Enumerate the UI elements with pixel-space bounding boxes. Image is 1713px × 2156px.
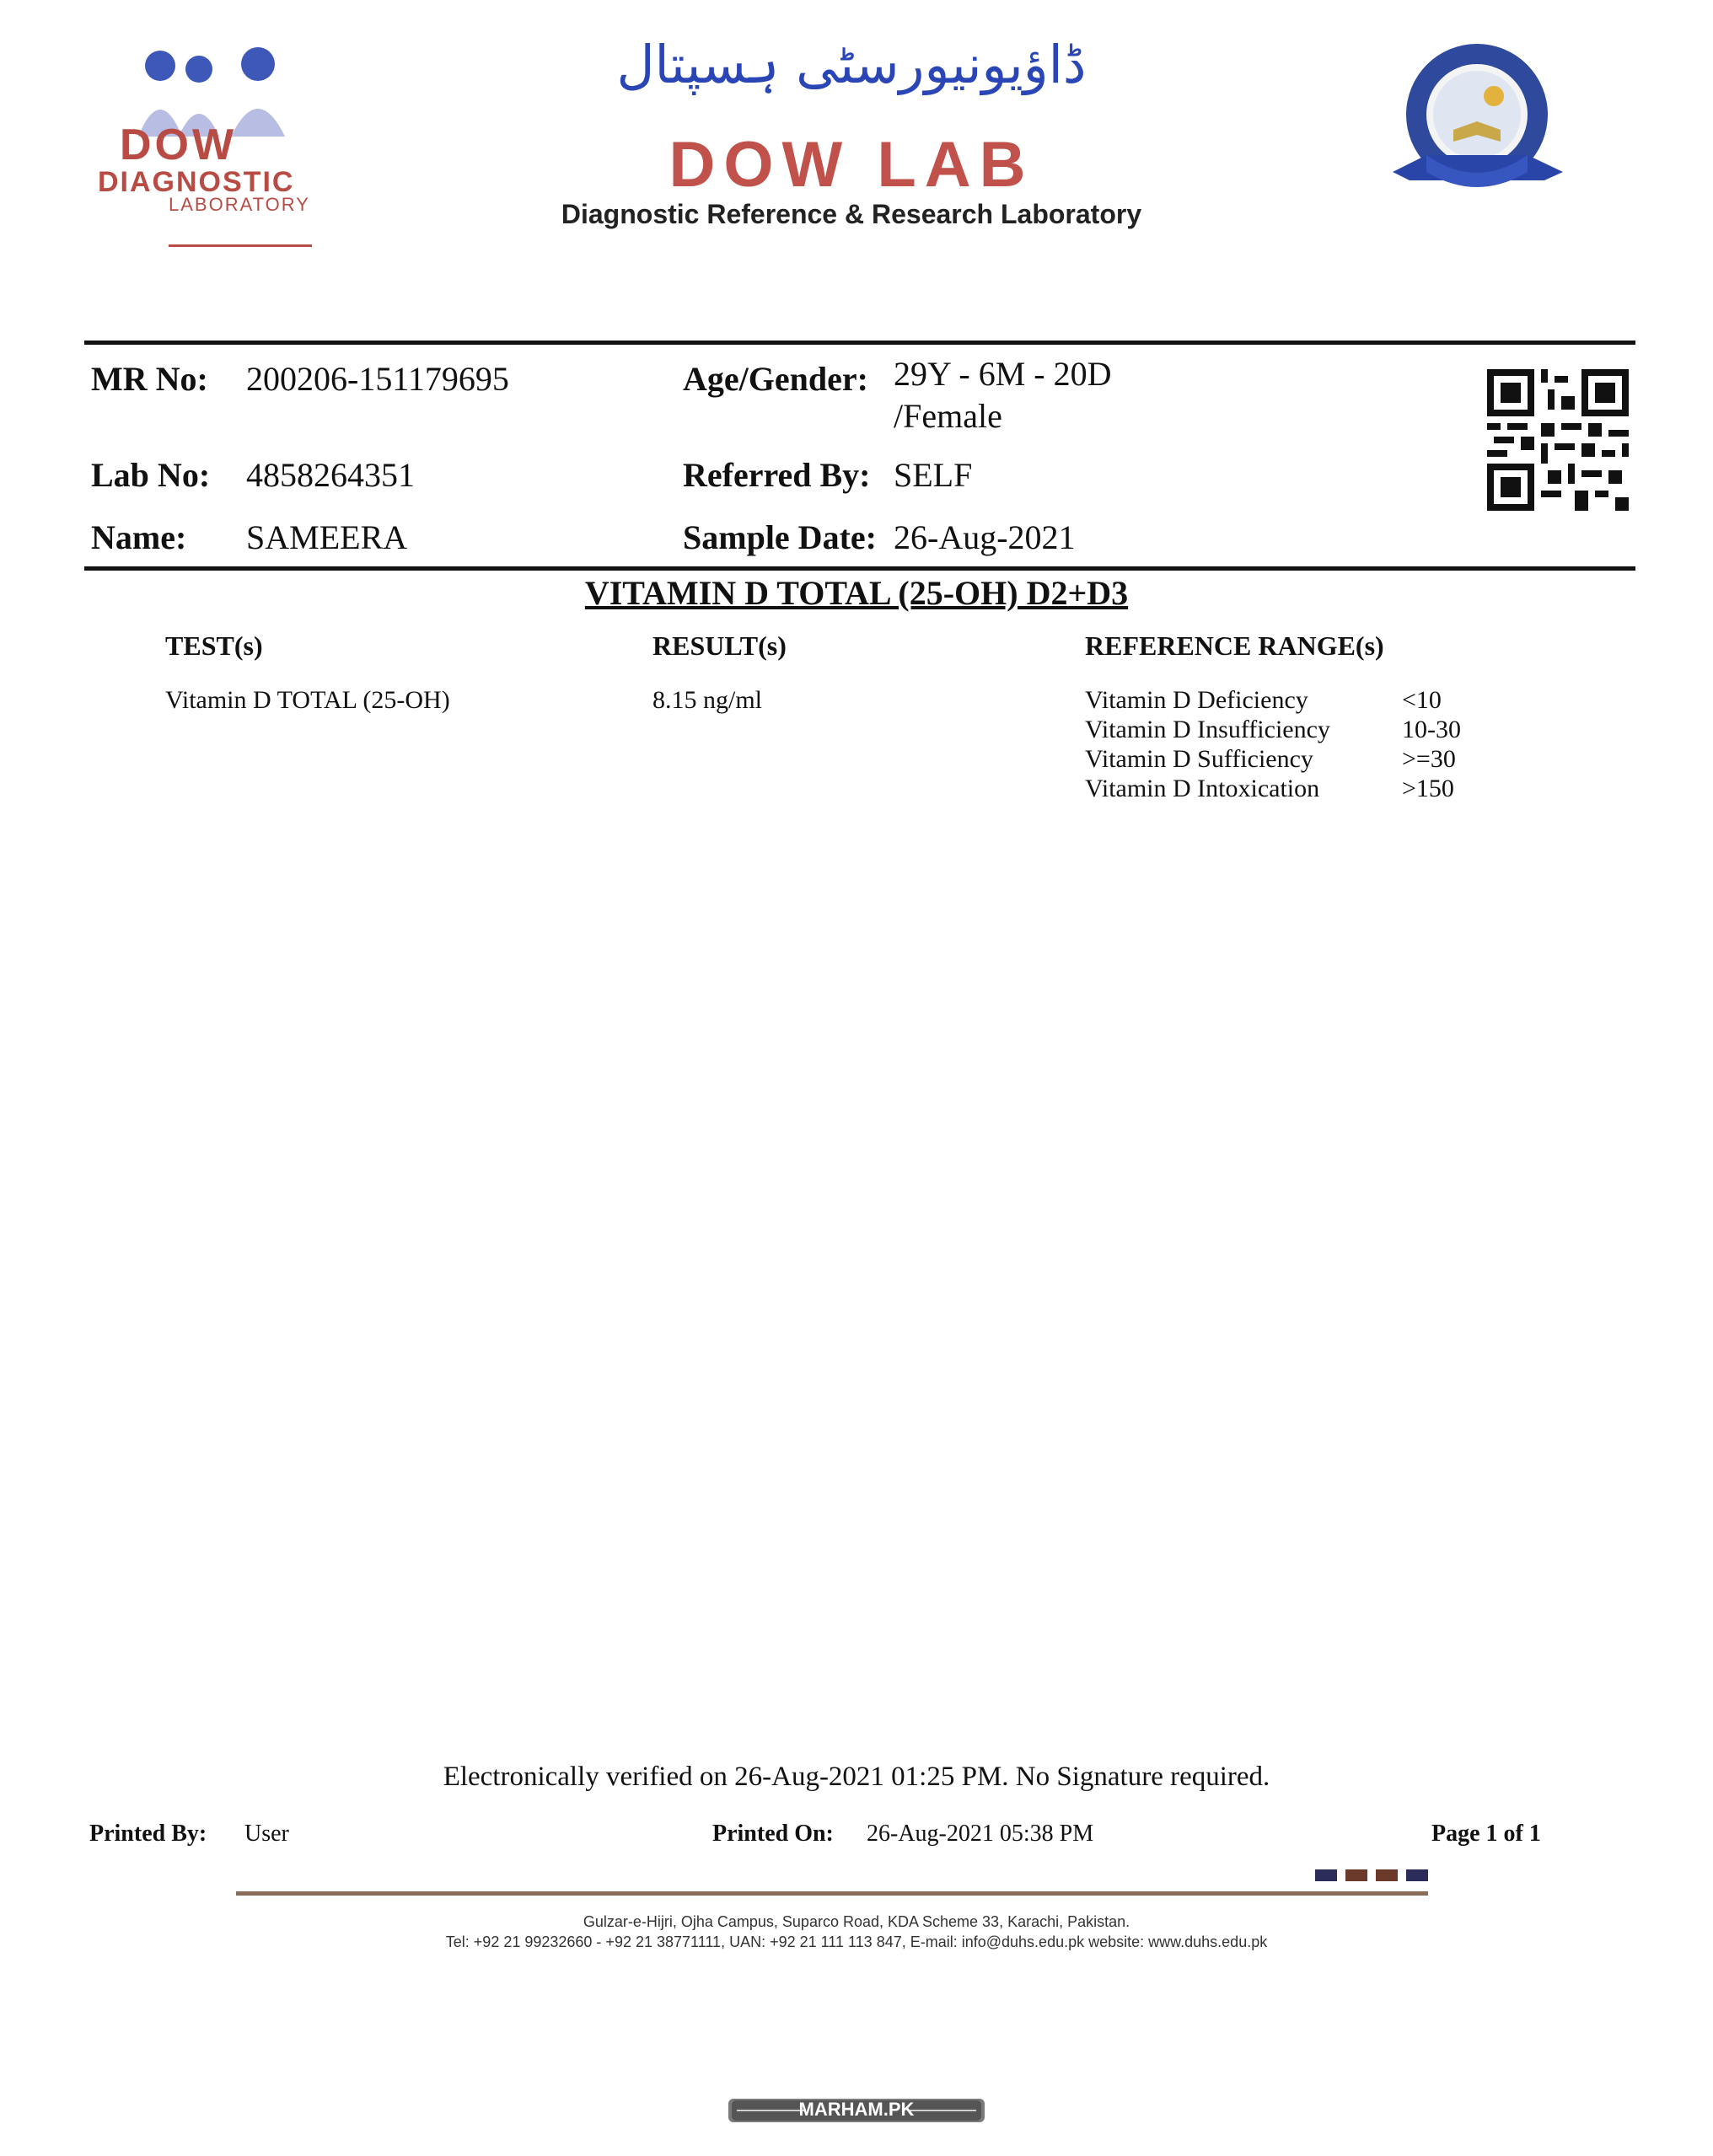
- sample-date-label: Sample Date:: [683, 518, 877, 556]
- qr-code-icon[interactable]: [1487, 369, 1629, 511]
- reference-name: Vitamin D Intoxication: [1085, 775, 1320, 802]
- printed-by-label: Printed By:: [89, 1821, 207, 1847]
- sample-date-value: 26-Aug-2021: [894, 518, 1076, 556]
- lab-no-label: Lab No:: [91, 456, 211, 494]
- reference-row: [1085, 745, 1591, 775]
- gender-value: /Female: [894, 397, 1002, 435]
- info-divider: [84, 566, 1635, 571]
- age-value: 29Y - 6M - 20D: [894, 355, 1112, 393]
- logo-word-diagnostic: DIAGNOSTIC: [98, 166, 295, 198]
- duhs-seal-logo: [1376, 37, 1587, 206]
- reference-row: [1085, 716, 1591, 746]
- name-label: Name:: [91, 518, 187, 556]
- reference-range: 10-30: [1402, 716, 1461, 743]
- color-square: [1345, 1869, 1367, 1881]
- reference-range: <10: [1402, 686, 1442, 714]
- name-value: SAMEERA: [246, 518, 408, 556]
- reference-name: Vitamin D Insufficiency: [1085, 716, 1330, 743]
- printed-on-value: 26-Aug-2021 05:38 PM: [867, 1821, 1094, 1847]
- referred-by-label: Referred By:: [683, 456, 871, 494]
- column-header-reference: REFERENCE RANGE(s): [1085, 630, 1384, 661]
- header-title-block: [472, 34, 1231, 229]
- reference-name: Vitamin D Deficiency: [1085, 686, 1308, 714]
- footer-color-squares: [1315, 1869, 1433, 1883]
- age-gender-label: Age/Gender:: [683, 360, 868, 398]
- color-square: [1376, 1869, 1398, 1881]
- page-number: Page 1 of 1: [1431, 1821, 1541, 1847]
- column-header-result: RESULT(s): [652, 630, 787, 661]
- test-name: Vitamin D TOTAL (25-OH): [165, 686, 450, 714]
- lab-subtitle: Diagnostic Reference & Research Laboratory: [561, 199, 1142, 229]
- marham-watermark: [728, 2095, 985, 2126]
- color-square: [1406, 1869, 1428, 1881]
- lab-no-value: 4858264351: [246, 456, 415, 494]
- mr-no-label: MR No:: [91, 360, 208, 398]
- logo-word-laboratory: LABORATORY: [169, 194, 310, 215]
- dow-diagnostic-logo: [91, 44, 327, 215]
- mr-no-value: 200206-151179695: [246, 360, 509, 398]
- header-divider: [84, 341, 1635, 345]
- watermark-text: MARHAM.PK: [798, 2099, 915, 2120]
- lab-title: DOW LAB: [669, 129, 1034, 201]
- printed-on-label: Printed On:: [712, 1821, 834, 1847]
- footer-contact: Tel: +92 21 99232660 - +92 21 38771111, UAN: +92 21 111 113 847, E-mail: info@duhs.edu.pk website: www.duhs.edu.pk: [445, 1933, 1268, 1950]
- verification-note: Electronically verified on 26-Aug-2021 01:25 PM. No Signature required.: [443, 1762, 1270, 1792]
- logo-word-dow: DOW: [120, 121, 238, 169]
- reference-name: Vitamin D Sufficiency: [1085, 745, 1313, 773]
- result-value: 8.15 ng/ml: [652, 686, 763, 714]
- referred-by-value: SELF: [894, 456, 973, 494]
- reference-row: [1085, 775, 1591, 805]
- footer-address: Gulzar-e-Hijri, Ojha Campus, Suparco Road, KDA Scheme 33, Karachi, Pakistan.: [583, 1913, 1130, 1930]
- footer-divider: [236, 1891, 1428, 1896]
- reference-row: [1085, 686, 1591, 716]
- column-header-test: TEST(s): [165, 630, 263, 661]
- urdu-title: ڈاؤیونیورسٹی ہسپتال: [616, 34, 1087, 95]
- printed-by-value: User: [244, 1821, 289, 1847]
- reference-range: >150: [1402, 775, 1454, 802]
- logo-underline: [169, 244, 312, 247]
- reference-range: >=30: [1402, 745, 1456, 773]
- test-title: VITAMIN D TOTAL (25-OH) D2+D3: [584, 574, 1129, 612]
- color-square: [1315, 1869, 1337, 1881]
